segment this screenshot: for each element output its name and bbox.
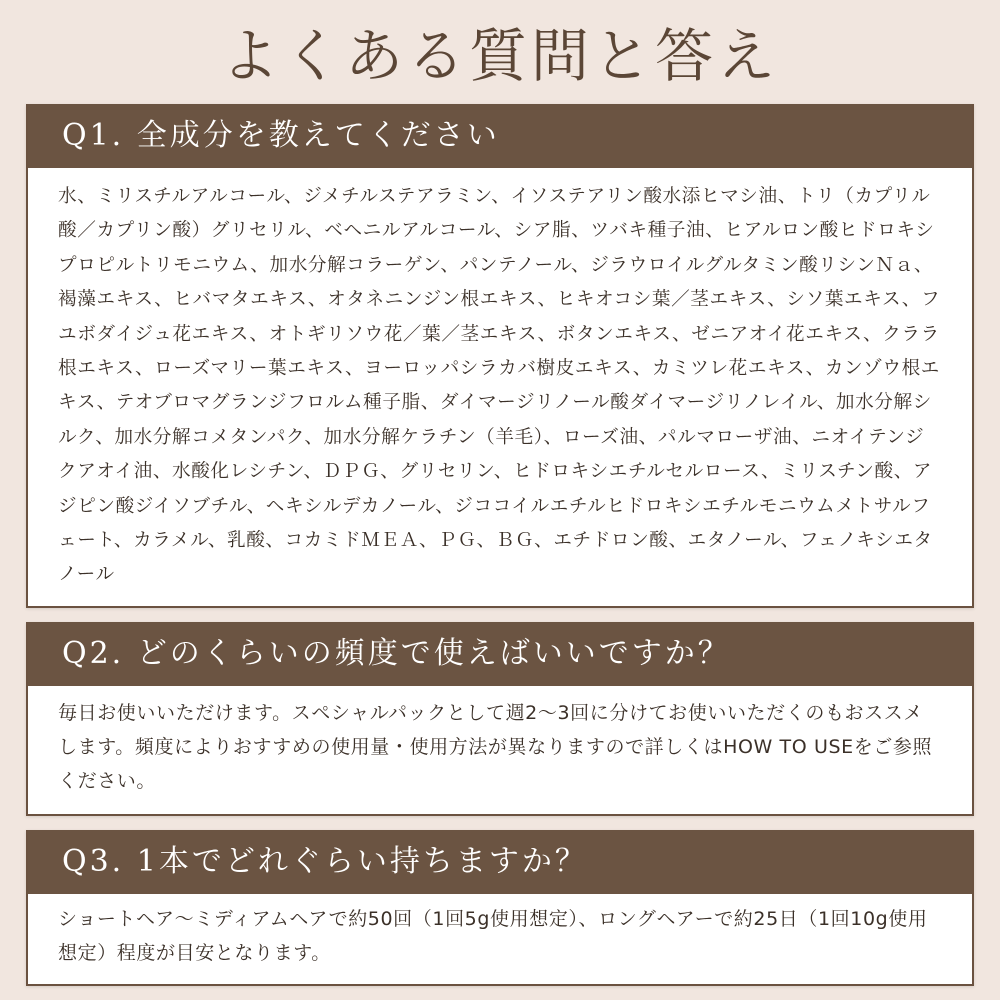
faq-question-q1: Q1. 全成分を教えてください xyxy=(28,104,972,168)
faq-answer-text: 毎日お使いいただけます。スペシャルパックとして週2〜3回に分けてお使いいただくのもおススメします。頻度によりおすすめの使用量・使用方法が異なりますので詳しくはHOW TO USEをご参照ください。 xyxy=(58,702,933,792)
faq-item-q3 xyxy=(26,830,974,986)
faq-item-q2 xyxy=(26,622,974,816)
faq-question-q3: Q3. 1本でどれぐらい持ちますか？ xyxy=(28,830,972,894)
faq-answer-text: 水、ミリスチルアルコール、ジメチルステアラミン、イソステアリン酸水添ヒマシ油、トリ（カプリル酸／カプリン酸）グリセリル、ベヘニルアルコール、シア脂、ツバキ種子油、ヒアルロン酸ヒドロキシプロピルトリモニウム、加水分解コラーゲン、パンテノール、ジラウロイルグルタミン酸リシンＮａ、褐藻エキス、ヒバマタエキス、オタネニンジン根エキス、ヒキオコシ葉／茎エキス、シソ葉エキス、フユボダイジュ花エキス、オトギリソウ花／葉／茎エキス、ボタンエキス、ゼニアオイ花エキス、クララ根エキス、ローズマリー葉エキス、ヨーロッパシラカバ樹皮エキス、カミツレ花エキス、カンゾウ根エキス、テオブロマグランジフロルム種子脂、ダイマージリノール酸ダイマージリノレイル、加水分解シルク、加水分解コメタンパク、加水分解ケラチン（羊毛）、ローズ油、パルマローザ油、ニオイテンジクアオイ油、水酸化レシチン、ＤＰＧ、グリセリン、ヒドロキシエチルセルロース、ミリスチン酸、アジピン酸ジイソブチル、ヘキシルデカノール、ジココイルエチルヒドロキシエチルモニウムメトサルフェート、カラメル、乳酸、コカミドＭＥＡ、ＰＧ、ＢＧ、エチドロン酸、エタノール、フェノキシエタノール xyxy=(58,186,941,586)
faq-answer-q3 xyxy=(28,894,972,970)
faq-answer-q2 xyxy=(28,686,972,798)
faq-question-q2: Q2. どのくらいの頻度で使えばいいですか？ xyxy=(28,622,972,686)
page-title: よくある質問と答え xyxy=(220,22,779,90)
faq-answer-q1 xyxy=(28,168,972,593)
faq-item-q1 xyxy=(26,104,974,608)
faq-answer-text: ショートヘア〜ミディアムヘアで約50回（1回5g使用想定）、ロングヘアーで約25日（1回10g使用想定）程度が目安となります。 xyxy=(58,908,928,964)
